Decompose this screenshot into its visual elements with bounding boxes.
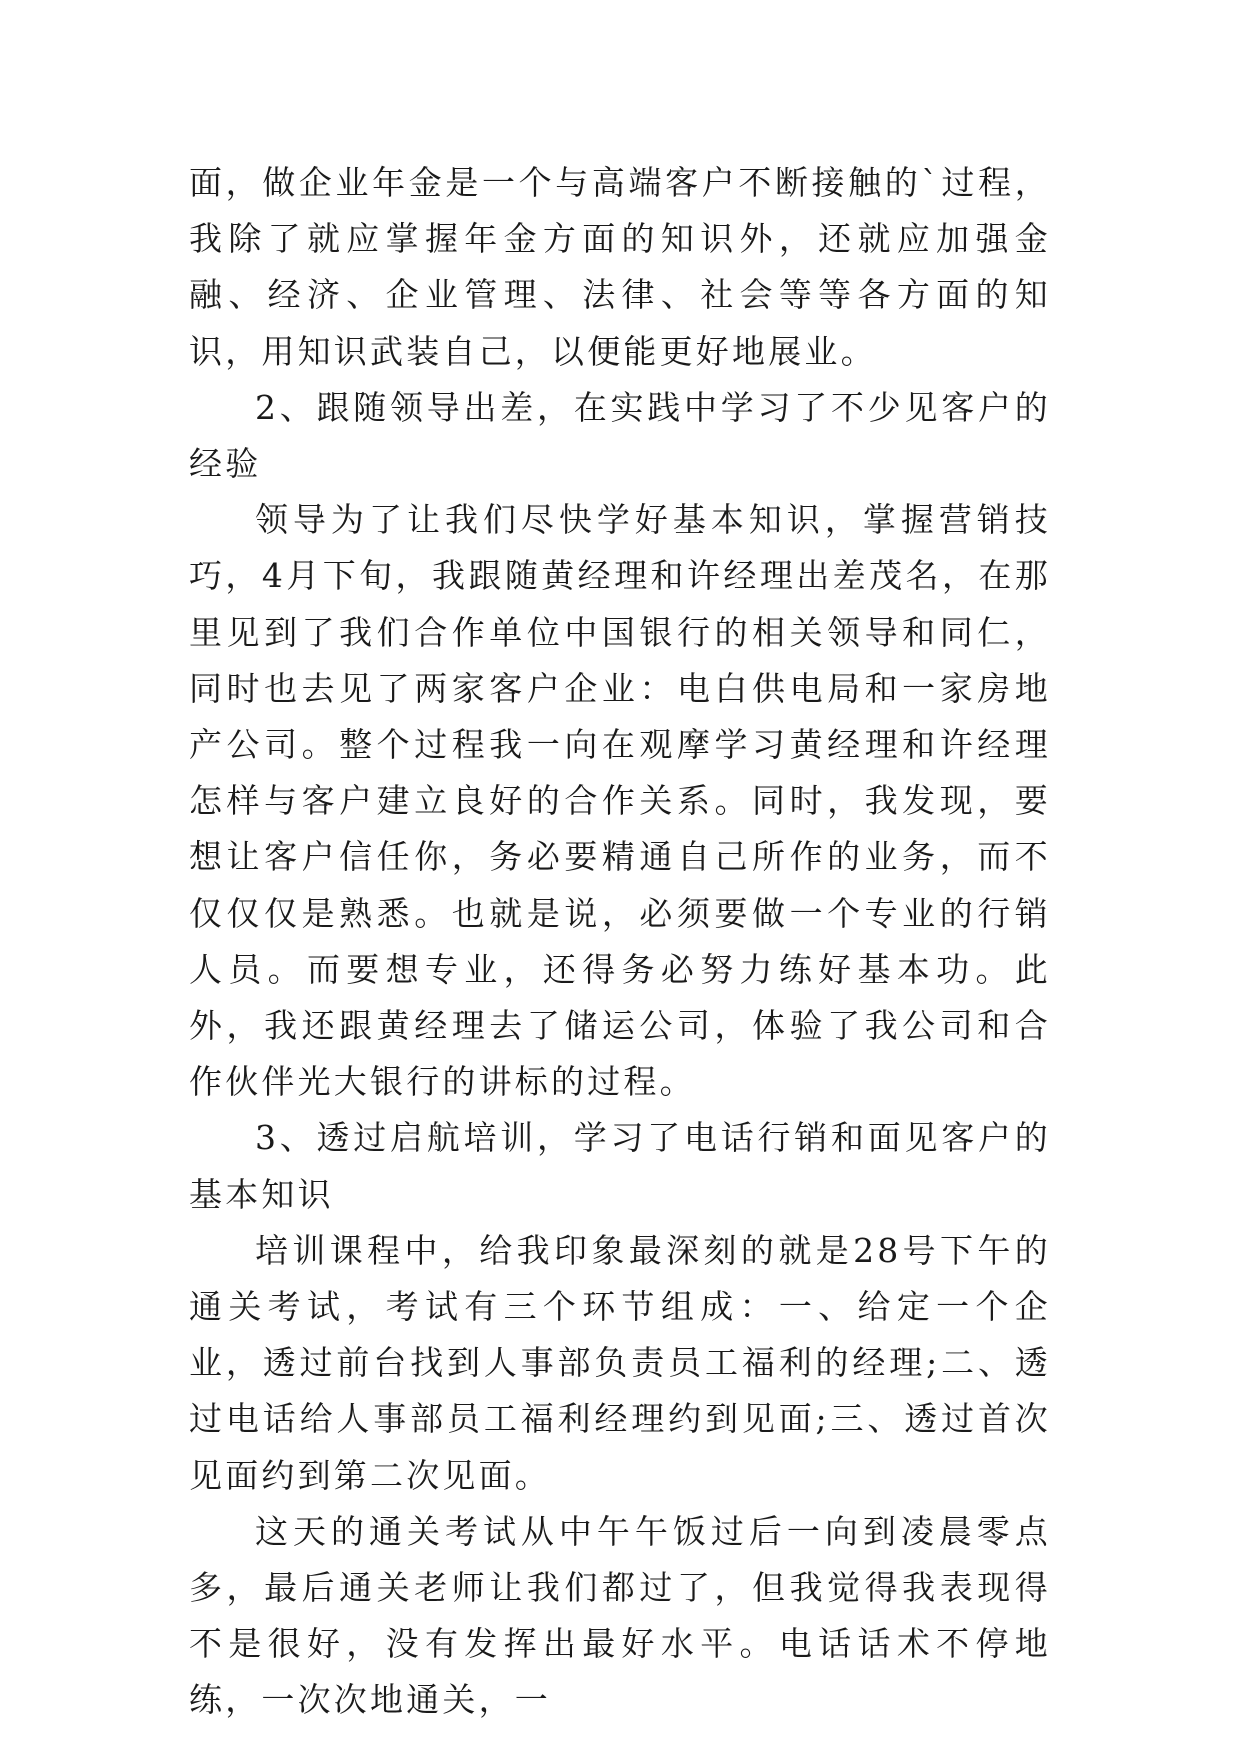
section-heading-3: 3、透过启航培训，学习了电话行销和面见客户的基本知识 bbox=[189, 1118, 1051, 1214]
continuation-paragraph: 面，做企业年金是一个与高端客户不断接触的`过程，我除了就应掌握年金方面的知识外，还就应加强金融、经济、企业管理、法律、社会等等各方面的知识，用知识武装自己，以便能更好地展业。 bbox=[189, 163, 1051, 371]
business-trip-paragraph: 领导为了让我们尽快学好基本知识，掌握营销技巧，4月下旬，我跟随黄经理和许经理出差茂名，在那里见到了我们合作单位中国银行的相关领导和同仁，同时也去见了两家客户企业：电白供电局和一家房地产公司。整个过程我一向在观摩学习黄经理和许经理怎样与客户建立良好的合作关系。同时，我发现，要想让客户信任你，务必要精通自己所作的业务，而不仅仅仅是熟悉。也就是说，必须要做一个专业的行销人员。而要想专业，还得务必努力练好基本功。此外，我还跟黄经理去了储运公司，体验了我公司和合作伙伴光大银行的讲标的过程。 bbox=[189, 500, 1051, 1102]
exam-paragraph: 这天的通关考试从中午午饭过后一向到凌晨零点多，最后通关老师让我们都过了，但我觉得我表现得不是很好，没有发挥出最好水平。电话话术不停地练，一次次地通关，一 bbox=[189, 1511, 1051, 1720]
document-body bbox=[189, 155, 1051, 1729]
training-paragraph: 培训课程中，给我印象最深刻的就是28号下午的通关考试，考试有三个环节组成：一、给定一个企业，透过前台找到人事部负责员工福利的经理;二、透过电话给人事部员工福利经理约到见面;三、透过首次见面约到第二次见面。 bbox=[189, 1230, 1051, 1495]
section-heading-2: 2、跟随领导出差，在实践中学习了不少见客户的经验 bbox=[189, 387, 1051, 484]
